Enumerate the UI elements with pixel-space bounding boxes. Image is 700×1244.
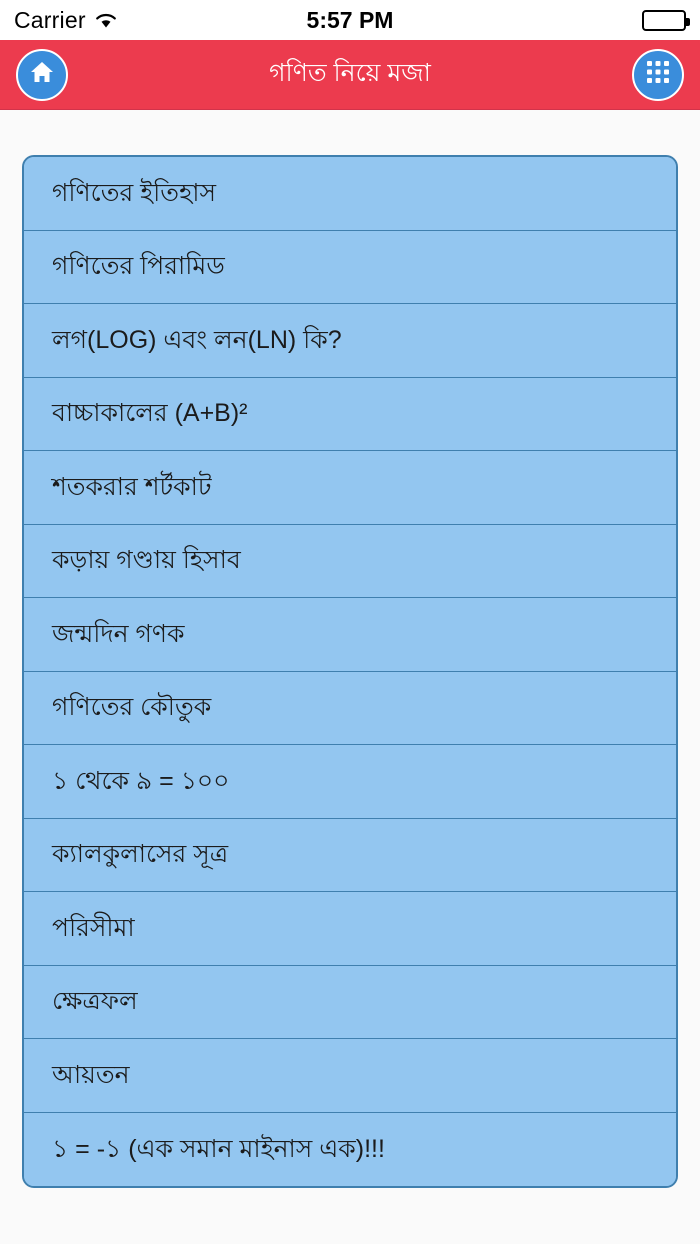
home-button[interactable] bbox=[16, 49, 68, 101]
list-item-label: পরিসীমা bbox=[52, 913, 135, 942]
list-item-label: গণিতের ইতিহাস bbox=[52, 178, 216, 207]
list-item[interactable] bbox=[24, 1113, 676, 1187]
list-item-label: গণিতের পিরামিড bbox=[52, 252, 225, 280]
list-item[interactable] bbox=[24, 745, 676, 819]
content-area bbox=[0, 110, 700, 1244]
page-title: গণিত নিয়ে মজা bbox=[269, 59, 431, 87]
carrier-label: Carrier bbox=[14, 6, 86, 33]
battery-full-icon bbox=[642, 10, 686, 31]
list-item-label: জন্মদিন গণক bbox=[52, 619, 185, 648]
list-item[interactable] bbox=[24, 231, 676, 305]
status-time: 5:57 PM bbox=[306, 6, 394, 33]
list-item[interactable] bbox=[24, 525, 676, 599]
list-item-label: শতকরার শর্টকাট bbox=[52, 472, 212, 501]
list-item-label: বাচ্চাকালের (A+B)² bbox=[52, 399, 248, 427]
list-item-label: গণিতের কৌতুক bbox=[52, 693, 212, 721]
list-item[interactable] bbox=[24, 157, 676, 231]
topic-list bbox=[22, 155, 678, 1188]
list-item-label: আয়তন bbox=[52, 1060, 130, 1089]
list-item[interactable] bbox=[24, 819, 676, 893]
list-item-label: ক্যালকুলাসের সূত্র bbox=[52, 840, 229, 868]
list-item[interactable] bbox=[24, 378, 676, 452]
status-bar bbox=[0, 0, 700, 40]
list-item-label: লগ(LOG) এবং লন(LN) কি? bbox=[52, 325, 342, 354]
list-item[interactable] bbox=[24, 892, 676, 966]
list-item-label: ক্ষেত্রফল bbox=[52, 987, 138, 1015]
list-item[interactable] bbox=[24, 451, 676, 525]
list-item[interactable] bbox=[24, 672, 676, 746]
list-item-label: কড়ায় গণ্ডায় হিসাব bbox=[52, 546, 241, 574]
list-item[interactable] bbox=[24, 1039, 676, 1113]
list-item-label: ১ = -১ (এক সমান মাইনাস এক)!!! bbox=[52, 1134, 385, 1163]
list-item[interactable] bbox=[24, 304, 676, 378]
grid-menu-icon bbox=[645, 59, 671, 90]
grid-menu-button[interactable] bbox=[632, 49, 684, 101]
list-item-label: ১ থেকে ৯ = ১০০ bbox=[52, 766, 230, 795]
list-item[interactable] bbox=[24, 966, 676, 1040]
home-icon bbox=[28, 58, 56, 91]
list-item[interactable] bbox=[24, 598, 676, 672]
navigation-bar bbox=[0, 40, 700, 110]
status-right bbox=[642, 10, 686, 31]
